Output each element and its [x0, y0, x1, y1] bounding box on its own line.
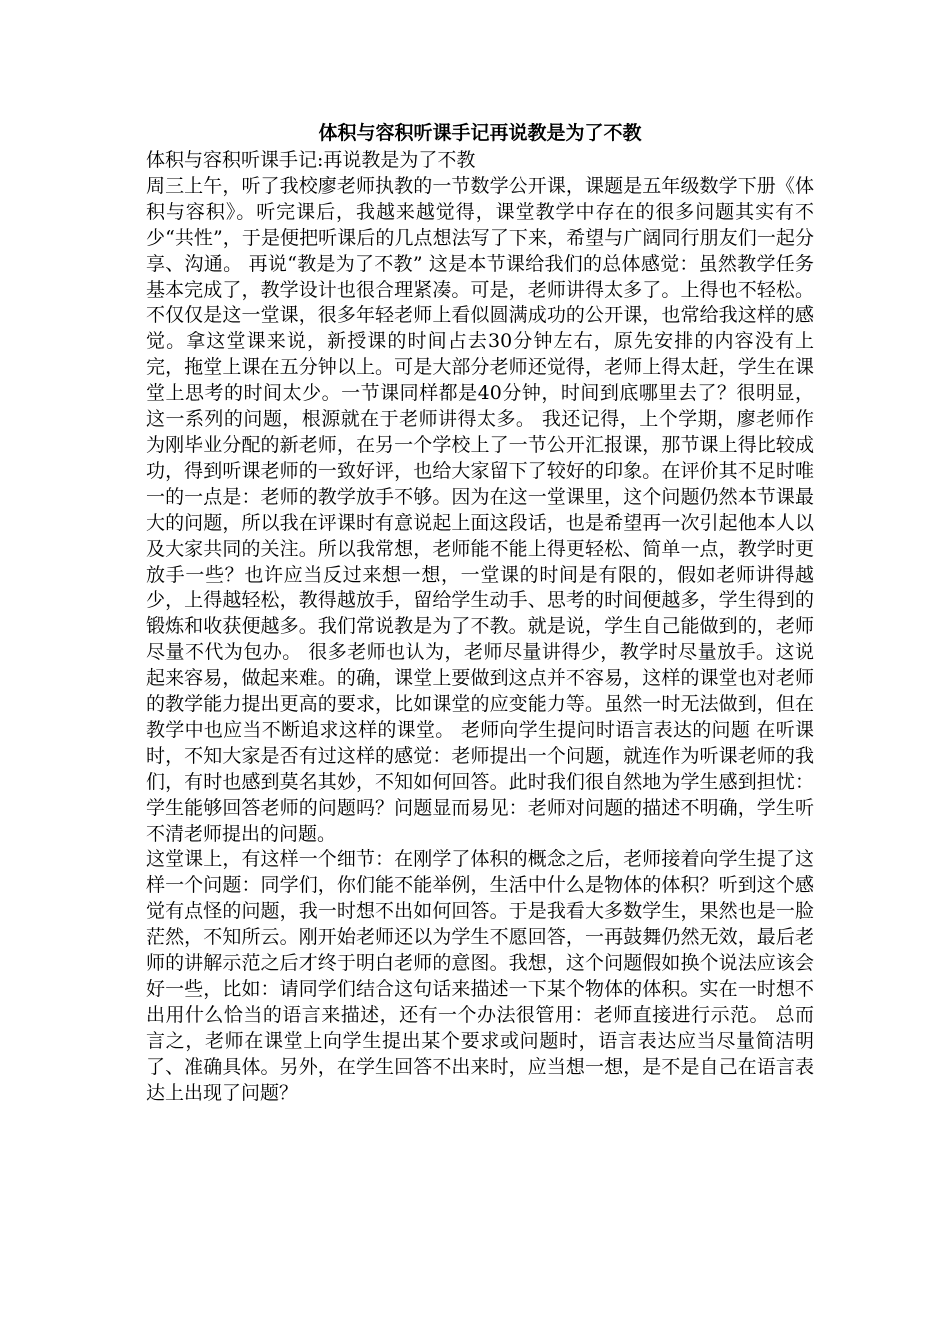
body-paragraph-2: 这堂课上，有这样一个细节：在刚学了体积的概念之后，老师接着向学生提了这样一个问题：同学们，你们能不能举例，生活中什么是物体的体积？听到这个感觉有点怪的问题，我一时想不出如何回答。于是我看大多数学生，果然也是一脸茫然，不知所云。刚开始老师还以为学生不愿回答，一再鼓舞仍然无效，最后老师的讲解示范之后才终于明白老师的意图。我想，这个问题假如换个说法应该会好一些，比如：请同学们结合这句话来描述一下某个物体的体积。实在一时想不出用什么恰当的语言来描述，还有一个办法很管用：老师直接进行示范。 总而言之，老师在课堂上向学生提出某个要求或问题时，语言表达应当尽量简洁明了、准确具体。另外，在学生回答不出来时，应当想一想，是不是自己在语言表达上出现了问题？	[146, 848, 814, 1104]
document-page	[146, 118, 814, 1107]
document-subtitle: 体积与容积听课手记:再说教是为了不教	[146, 149, 476, 171]
body-paragraph-1: 周三上午，听了我校廖老师执教的一节数学公开课，课题是五年级数学下册《体积与容积》。听完课后，我越来越觉得，课堂教学中存在的很多问题其实有不少“共性”，于是便把听课后的几点想法写了下来，希望与广阔同行朋友们一起分享、沟通。 再说“教是为了不教” 这是本节课给我们的总体感觉：虽然教学任务基本完成了，教学设计也很合理紧凑。可是，老师讲得太多了。上得也不轻松。不仅仅是这一堂课，很多年轻老师上看似圆满成功的公开课，也常给我这样的感觉。拿这堂课来说，新授课的时间占去30分钟左右，原先安排的内容没有上完，拖堂上课在五分钟以上。可是大部分老师还觉得，老师上得太赶，学生在课堂上思考的时间太少。一节课同样都是40分钟，时间到底哪里去了？很明显，这一系列的问题，根源就在于老师讲得太多。 我还记得，上个学期，廖老师作为刚毕业分配的新老师，在另一个学校上了一节公开汇报课，那节课上得比较成功，得到听课老师的一致好评，也给大家留下了较好的印象。在评价其不足时唯一的一点是：老师的教学放手不够。因为在这一堂课里，这个问题仍然本节课最大的问题，所以我在评课时有意说起上面这段话，也是希望再一次引起他本人以及大家共同的关注。所以我常想，老师能不能上得更轻松、简单一点，教学时更放手一些？也许应当反过来想一想，一堂课的时间是有限的，假如老师讲得越少，上得越轻松，教得越放手，留给学生动手、思考的时间便越多，学生得到的锻炼和收获便越多。我们常说教是为了不教。就是说，学生自己能做到的，老师尽量不代为包办。 很多老师也认为，老师尽量讲得少，教学时尽量放手。这说起来容易，做起来难。的确，课堂上要做到这点并不容易，这样的课堂也对老师的教学能力提出更高的要求，比如课堂的应变能力等。虽然一时无法做到，但在教学中也应当不断追求这样的课堂。 老师向学生提问时语言表达的问题 在听课时，不知大家是否有过这样的感觉：老师提出一个问题，就连作为听课老师的我们，有时也感到莫名其妙，不知如何回答。此时我们很自然地为学生感到担忧：学生能够回答老师的问题吗？问题显而易见：老师对问题的描述不明确，学生听不清老师提出的问题。	[146, 174, 814, 845]
document-title: 体积与容积听课手记再说教是为了不教	[318, 122, 642, 144]
